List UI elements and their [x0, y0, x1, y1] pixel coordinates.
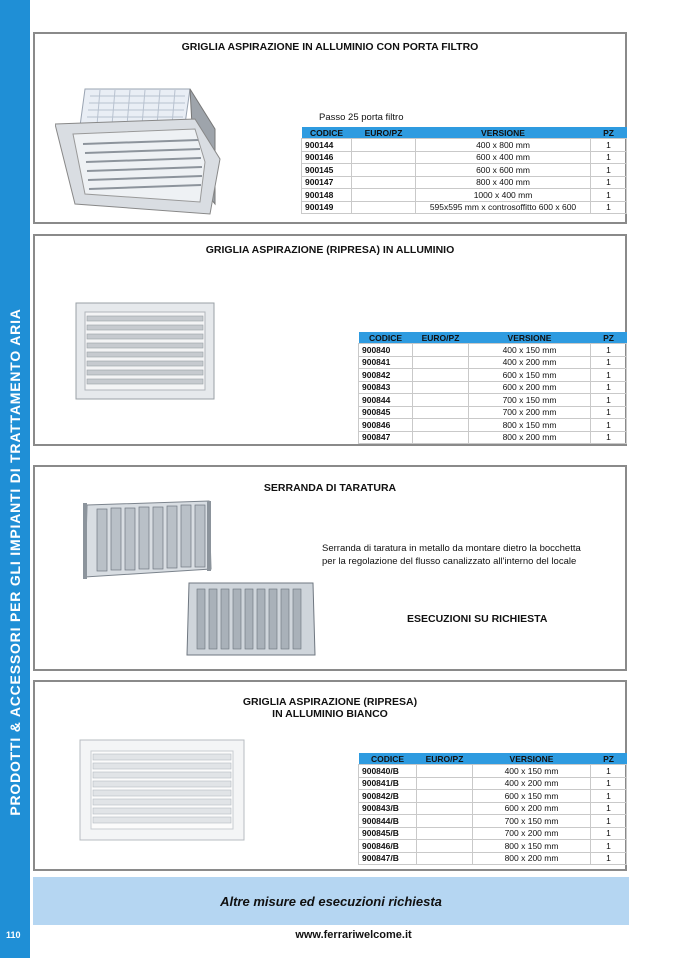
pz-cell: 1	[591, 790, 627, 803]
price-cell	[417, 840, 473, 853]
price-cell	[413, 406, 469, 419]
pz-cell: 1	[591, 840, 627, 853]
version-cell: 800 x 200 mm	[473, 852, 591, 865]
code-cell: 900844	[359, 394, 413, 407]
code-cell: 900847/B	[359, 852, 417, 865]
website-link[interactable]: www.ferrariwelcome.it	[295, 929, 412, 941]
version-cell: 400 x 200 mm	[473, 777, 591, 790]
table-row	[359, 802, 627, 815]
table-row	[359, 840, 627, 853]
table-row	[302, 189, 627, 202]
price-cell	[413, 344, 469, 357]
damper-description-line1: Serranda di taratura in metallo da montare dietro la bocchetta	[322, 543, 581, 554]
sidebar	[0, 0, 30, 958]
version-cell: 700 x 150 mm	[469, 394, 591, 407]
version-cell: 800 x 200 mm	[469, 431, 591, 444]
price-cell	[417, 790, 473, 803]
price-cell	[413, 369, 469, 382]
price-cell	[417, 777, 473, 790]
version-cell: 600 x 150 mm	[469, 369, 591, 382]
pz-cell: 1	[591, 765, 627, 778]
price-cell	[413, 394, 469, 407]
info-banner	[33, 877, 629, 925]
col-pz: PZ	[591, 332, 627, 344]
version-cell: 800 x 400 mm	[416, 176, 591, 189]
code-cell: 900846/B	[359, 840, 417, 853]
pz-cell: 1	[591, 176, 627, 189]
code-cell: 900846	[359, 419, 413, 432]
pz-cell: 1	[591, 189, 627, 202]
code-cell: 900148	[302, 189, 352, 202]
code-cell: 900841	[359, 356, 413, 369]
version-cell: 700 x 200 mm	[473, 827, 591, 840]
sidebar-title: PRODOTTI & ACCESSORI PER GLI IMPIANTI DI TRATTAMENTO ARIA	[7, 308, 23, 816]
code-cell: 900843	[359, 381, 413, 394]
code-cell: 900844/B	[359, 815, 417, 828]
damper-image-top	[79, 499, 215, 581]
table-row	[359, 777, 627, 790]
version-cell: 700 x 150 mm	[473, 815, 591, 828]
version-cell: 595x595 mm x controsoffitto 600 x 600	[416, 201, 591, 214]
code-cell: 900843/B	[359, 802, 417, 815]
code-cell: 900144	[302, 139, 352, 152]
price-cell	[352, 151, 416, 164]
version-cell: 600 x 600 mm	[416, 164, 591, 177]
pz-cell: 1	[591, 419, 627, 432]
pz-cell: 1	[591, 344, 627, 357]
version-cell: 600 x 150 mm	[473, 790, 591, 803]
table-row	[302, 139, 627, 152]
product-table	[358, 332, 627, 444]
table-row	[302, 176, 627, 189]
code-cell: 900842/B	[359, 790, 417, 803]
section-ripresa-alluminio	[33, 234, 627, 446]
price-cell	[417, 802, 473, 815]
table-row	[359, 765, 627, 778]
version-cell: 800 x 150 mm	[469, 419, 591, 432]
pz-cell: 1	[591, 406, 627, 419]
pz-cell: 1	[591, 827, 627, 840]
table-row	[359, 852, 627, 865]
code-cell: 900840	[359, 344, 413, 357]
col-versione: VERSIONE	[469, 332, 591, 344]
version-cell: 600 x 400 mm	[416, 151, 591, 164]
pz-cell: 1	[591, 356, 627, 369]
damper-image-bottom	[185, 579, 317, 659]
version-cell: 400 x 800 mm	[416, 139, 591, 152]
section-title: GRIGLIA ASPIRAZIONE IN ALLUMINIO CON PORTA FILTRO	[181, 41, 479, 53]
code-cell: 900146	[302, 151, 352, 164]
code-cell: 900847	[359, 431, 413, 444]
section-title-line1: GRIGLIA ASPIRAZIONE (RIPRESA)	[242, 696, 418, 708]
price-cell	[413, 381, 469, 394]
section-ripresa-bianco	[33, 680, 627, 871]
price-cell	[352, 164, 416, 177]
section-porta-filtro	[33, 32, 627, 224]
pz-cell: 1	[591, 802, 627, 815]
col-pz: PZ	[591, 127, 627, 139]
code-cell: 900147	[302, 176, 352, 189]
pz-cell: 1	[591, 777, 627, 790]
table-row	[302, 201, 627, 214]
pz-cell: 1	[591, 815, 627, 828]
pz-cell: 1	[591, 201, 627, 214]
price-cell	[352, 139, 416, 152]
table-row	[359, 344, 627, 357]
col-versione: VERSIONE	[416, 127, 591, 139]
pz-cell: 1	[591, 381, 627, 394]
table-row	[302, 164, 627, 177]
table-row	[359, 419, 627, 432]
version-cell: 600 x 200 mm	[469, 381, 591, 394]
section-serranda	[33, 465, 627, 671]
grille-with-filter-image	[55, 84, 235, 224]
price-cell	[413, 431, 469, 444]
on-request-label: ESECUZIONI SU RICHIESTA	[407, 613, 548, 625]
version-cell: 600 x 200 mm	[473, 802, 591, 815]
product-table	[358, 753, 627, 865]
section-title-line2: IN ALLUMINIO BIANCO	[272, 708, 388, 720]
code-cell: 900842	[359, 369, 413, 382]
price-cell	[352, 189, 416, 202]
pz-cell: 1	[591, 394, 627, 407]
version-cell: 400 x 200 mm	[469, 356, 591, 369]
price-cell	[417, 827, 473, 840]
code-cell: 900149	[302, 201, 352, 214]
price-cell	[417, 852, 473, 865]
pz-cell: 1	[591, 151, 627, 164]
col-codice: CODICE	[302, 127, 352, 139]
pz-cell: 1	[591, 369, 627, 382]
grille-white-image	[79, 739, 245, 841]
col-codice: CODICE	[359, 332, 413, 344]
section-title: SERRANDA DI TARATURA	[263, 482, 397, 494]
version-cell: 700 x 200 mm	[469, 406, 591, 419]
table-row	[359, 790, 627, 803]
table-row	[359, 356, 627, 369]
pz-cell: 1	[591, 852, 627, 865]
code-cell: 900845/B	[359, 827, 417, 840]
version-cell: 400 x 150 mm	[473, 765, 591, 778]
price-cell	[413, 356, 469, 369]
col-euro: EURO/PZ	[413, 332, 469, 344]
table-row	[359, 394, 627, 407]
grille-aluminium-image	[75, 302, 215, 400]
version-cell: 400 x 150 mm	[469, 344, 591, 357]
table-row	[359, 431, 627, 444]
table-row	[359, 369, 627, 382]
col-codice: CODICE	[359, 753, 417, 765]
code-cell: 900841/B	[359, 777, 417, 790]
damper-description-line2: per la regolazione del flusso canalizzato all'interno del locale	[322, 556, 577, 567]
col-pz: PZ	[591, 753, 627, 765]
section-title: GRIGLIA ASPIRAZIONE (RIPRESA) IN ALLUMINIO	[205, 244, 455, 256]
code-cell: 900845	[359, 406, 413, 419]
version-cell: 800 x 150 mm	[473, 840, 591, 853]
col-euro: EURO/PZ	[352, 127, 416, 139]
table-row	[359, 406, 627, 419]
col-versione: VERSIONE	[473, 753, 591, 765]
col-euro: EURO/PZ	[417, 753, 473, 765]
code-cell: 900840/B	[359, 765, 417, 778]
table-row	[302, 151, 627, 164]
price-cell	[417, 765, 473, 778]
table-row	[359, 827, 627, 840]
version-cell: 1000 x 400 mm	[416, 189, 591, 202]
pz-cell: 1	[591, 431, 627, 444]
price-cell	[352, 201, 416, 214]
banner-text: Altre misure ed esecuzioni richiesta	[220, 894, 442, 909]
filter-note: Passo 25 porta filtro	[319, 112, 404, 123]
pz-cell: 1	[591, 164, 627, 177]
price-cell	[413, 419, 469, 432]
price-cell	[352, 176, 416, 189]
code-cell: 900145	[302, 164, 352, 177]
table-row	[359, 815, 627, 828]
price-cell	[417, 815, 473, 828]
pz-cell: 1	[591, 139, 627, 152]
product-table	[301, 127, 627, 214]
page-number: 110	[6, 930, 21, 940]
table-row	[359, 381, 627, 394]
